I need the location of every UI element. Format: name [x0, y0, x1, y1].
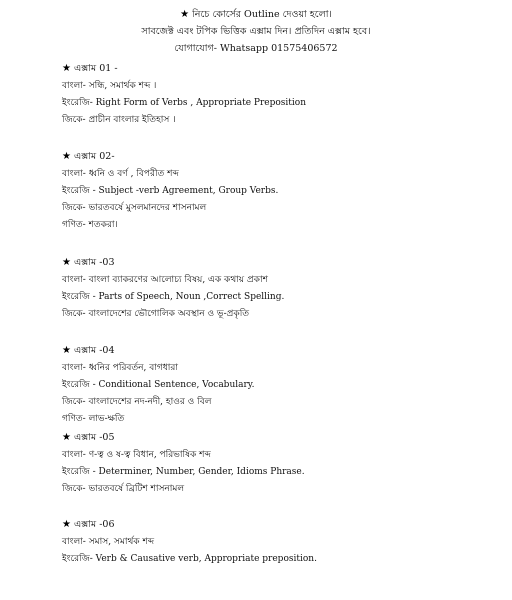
exam-title: ★ এক্সাম -04 [62, 345, 115, 356]
exam-line-bangla: বাংলা- ধ্বনির পরিবর্তন, বাগধারা [62, 363, 178, 373]
exam-section-02 [62, 151, 502, 231]
exam-title: ★ এক্সাম 02- [62, 151, 115, 162]
star-icon: ★ [62, 257, 71, 268]
header-line-3: যোগাযোগ- Whatsapp 01575406572 [174, 43, 338, 54]
exam-title: ★ এক্সাম 01 - [62, 63, 118, 74]
exam-line-bangla: বাংলা- সমাস, সমার্থক শব্দ [62, 537, 155, 547]
header-line-2: সাবজেক্ট এবং টপিক ভিত্তিক এক্সাম দিন। প্রতিদিন এক্সাম হবে। [141, 26, 371, 37]
exam-line-bangla: বাংলা- বাংলা ব্যাকরণের আলোচ্য বিষয়, এক কথায় প্রকাশ [62, 275, 268, 285]
exam-section-04 [62, 345, 502, 425]
exam-line-gk: জিকে- ভারতবর্ষে মুসলমানদের শাসনামল [62, 203, 207, 213]
star-icon: ★ [62, 432, 71, 443]
exam-title: ★ এক্সাম -05 [62, 432, 115, 443]
exam-line-gk: জিকে- প্রাচীন বাংলার ইতিহাস । [62, 115, 176, 125]
exam-line-english: ইংরেজি- Right Form of Verbs , Appropriate Preposition [62, 98, 307, 108]
star-icon: ★ [180, 9, 190, 20]
exam-line-english: ইংরেজি - Parts of Speech, Noun ,Correct Spelling. [62, 292, 285, 302]
exam-line-gk: জিকে- বাংলাদেশের নদ-নদী, হাওর ও বিল [62, 397, 212, 407]
star-icon: ★ [62, 519, 71, 530]
exam-line-math: গণিত- লাভ-ক্ষতি [62, 414, 125, 424]
exam-line-math: গণিত- শতকরা। [62, 220, 118, 230]
exam-section-06 [62, 519, 502, 565]
exam-line-english: ইংরেজি - Conditional Sentence, Vocabulary. [62, 380, 255, 390]
header-line-1 [0, 6, 512, 23]
exam-section-03 [62, 257, 502, 320]
star-icon: ★ [62, 63, 71, 74]
exam-line-bangla: বাংলা- ধ্বনি ও বর্ণ , বিপরীত শব্দ [62, 169, 179, 179]
star-icon: ★ [62, 345, 71, 356]
exam-line-bangla: বাংলা- ণ-ত্ব ও ষ-ত্ব বিধান, পরিভাষিক শব্দ [62, 450, 211, 460]
exam-line-english: ইংরেজি- Verb & Causative verb, Appropriate preposition. [62, 554, 317, 564]
exam-line-english: ইংরেজি - Subject -verb Agreement, Group Verbs. [62, 186, 279, 196]
exam-line-bangla: বাংলা- সন্ধি, সমার্থক শব্দ । [62, 81, 157, 91]
star-icon: ★ [62, 151, 71, 162]
exam-line-english: ইংরেজি - Determiner, Number, Gender, Idioms Phrase. [62, 467, 305, 477]
document-header [0, 6, 512, 57]
exam-line-gk: জিকে- বাংলাদেশের ভৌগোলিক অবস্থান ও ভূ-প্রকৃতি [62, 309, 250, 319]
exam-title: ★ এক্সাম -06 [62, 519, 115, 530]
header-line-1-text: নিচে কোর্সের Outline দেওয়া হলো। [192, 9, 332, 20]
exam-line-gk: জিকে- ভারতবর্ষে ব্রিটিশ শাসনামল [62, 484, 185, 494]
exam-section-01 [62, 63, 502, 126]
exam-section-05 [62, 432, 502, 495]
exam-title: ★ এক্সাম -03 [62, 257, 115, 268]
